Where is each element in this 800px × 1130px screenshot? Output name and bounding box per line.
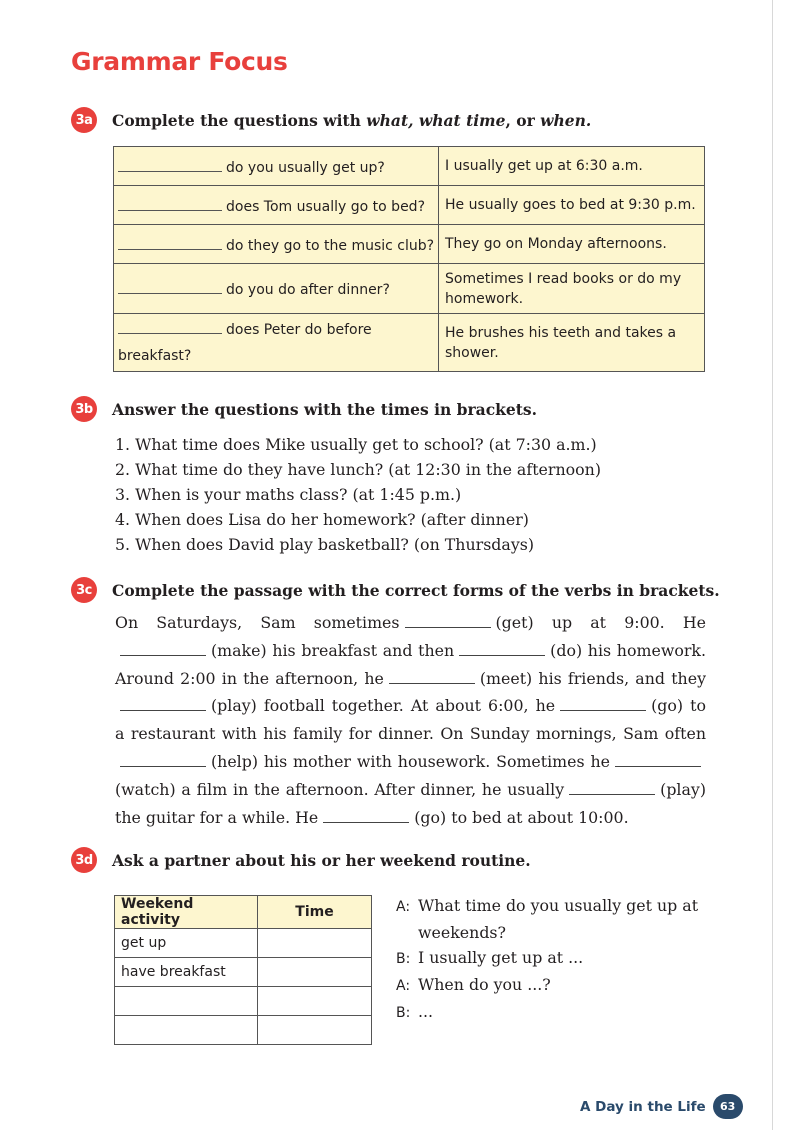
answer-cell: He brushes his teeth and takes a shower. [439, 314, 705, 372]
table-row [115, 1016, 372, 1045]
time-cell[interactable] [258, 929, 372, 958]
page-gutter-line [772, 0, 773, 1130]
passage-blank[interactable] [323, 808, 409, 823]
time-cell[interactable] [258, 987, 372, 1016]
section-badge: 3a [71, 107, 97, 133]
passage-blank[interactable] [560, 696, 646, 711]
list-item: 2. What time do they have lunch? (at 12:30 in the afternoon) [115, 460, 601, 479]
section-badge: 3d [71, 847, 97, 873]
page-number-badge: 63 [713, 1094, 743, 1119]
unit-title: A Day in the Life [580, 1098, 706, 1115]
section-badge: 3b [71, 396, 97, 422]
answer-blank[interactable] [118, 235, 222, 250]
activity-cell: get up [115, 929, 258, 958]
list-item: 3. When is your maths class? (at 1:45 p.m.) [115, 485, 462, 504]
dialog-line: A: What time do you usually get up at [396, 896, 699, 915]
column-header: Time [258, 896, 372, 929]
page-title: Grammar Focus [71, 47, 288, 76]
table-row [114, 314, 705, 372]
table-row [114, 186, 705, 225]
section-3d-header [71, 847, 531, 873]
sample-dialog [396, 893, 698, 1026]
passage-blank[interactable] [615, 752, 701, 767]
page-footer [580, 1094, 743, 1119]
time-cell[interactable] [258, 1016, 372, 1045]
passage-blank[interactable] [405, 613, 491, 628]
answer-blank[interactable] [118, 319, 222, 334]
table-header-row [115, 896, 372, 929]
question-cell: does Peter do before breakfast? [114, 314, 439, 372]
answer-cell: Sometimes I read books or do my homework. [439, 264, 705, 314]
section-3a-header [71, 107, 591, 133]
dialog-line-continued: weekends? [418, 923, 507, 942]
answer-blank[interactable] [118, 279, 222, 294]
section-instruction: Complete the passage with the correct forms of the verbs in brackets. [112, 580, 720, 600]
dialog-line: B: ... [396, 1002, 434, 1021]
list-item: 5. When does David play basketball? (on Thursdays) [115, 535, 535, 554]
activity-cell[interactable] [115, 987, 258, 1016]
time-cell[interactable] [258, 958, 372, 987]
table-row [115, 958, 372, 987]
answer-cell: He usually goes to bed at 9:30 p.m. [439, 186, 705, 225]
column-header: Weekend activity [115, 896, 258, 929]
table-row [114, 147, 705, 186]
table-row [114, 264, 705, 314]
answer-blank[interactable] [118, 196, 222, 211]
table-row [115, 929, 372, 958]
activity-cell[interactable] [115, 1016, 258, 1045]
section-instruction: Answer the questions with the times in brackets. [112, 399, 538, 419]
dialog-line: A: When do you ...? [396, 975, 551, 994]
question-cell: does Tom usually go to bed? [114, 186, 439, 225]
section-badge: 3c [71, 577, 97, 603]
list-item: 1. What time does Mike usually get to school? (at 7:30 a.m.) [115, 435, 597, 454]
question-list [115, 432, 601, 557]
question-answer-table [113, 146, 705, 372]
question-cell: do you do after dinner? [114, 264, 439, 314]
answer-cell: I usually get up at 6:30 a.m. [439, 147, 705, 186]
dialog-line: B: I usually get up at ... [396, 948, 584, 967]
list-item: 4. When does Lisa do her homework? (after dinner) [115, 510, 529, 529]
passage-blank[interactable] [389, 669, 475, 684]
passage-blank[interactable] [120, 752, 206, 767]
section-3c-header [71, 577, 720, 603]
table-row [115, 987, 372, 1016]
answer-cell: They go on Monday afternoons. [439, 225, 705, 264]
section-instruction: Complete the questions with what, what time, or when. [112, 110, 592, 130]
question-cell: do they go to the music club? [114, 225, 439, 264]
passage-blank[interactable] [569, 780, 655, 795]
section-instruction: Ask a partner about his or her weekend routine. [112, 850, 531, 870]
weekend-routine-table [114, 895, 372, 1045]
activity-cell: have breakfast [115, 958, 258, 987]
section-3b-header [71, 396, 537, 422]
passage-blank[interactable] [459, 641, 545, 656]
passage-blank[interactable] [120, 641, 206, 656]
table-row [114, 225, 705, 264]
passage-blank[interactable] [120, 696, 206, 711]
answer-blank[interactable] [118, 157, 222, 172]
passage: On Saturdays, Sam sometimes (get) up at 9:00. He(make) his breakfast and then (do) his homework. Around 2:00 in the afternoon, he (meet) his friends, and they(play) football together. At about 6:00, he (go) to a restaurant with his family for dinner. On Sunday mornings, Sam often(help) his mother with housework. Sometimes he(watch) a film in the afternoon. After dinner, he usually (play) the guitar for a while. He (go) to bed at about 10:00. [115, 613, 706, 827]
question-cell: do you usually get up? [114, 147, 439, 186]
